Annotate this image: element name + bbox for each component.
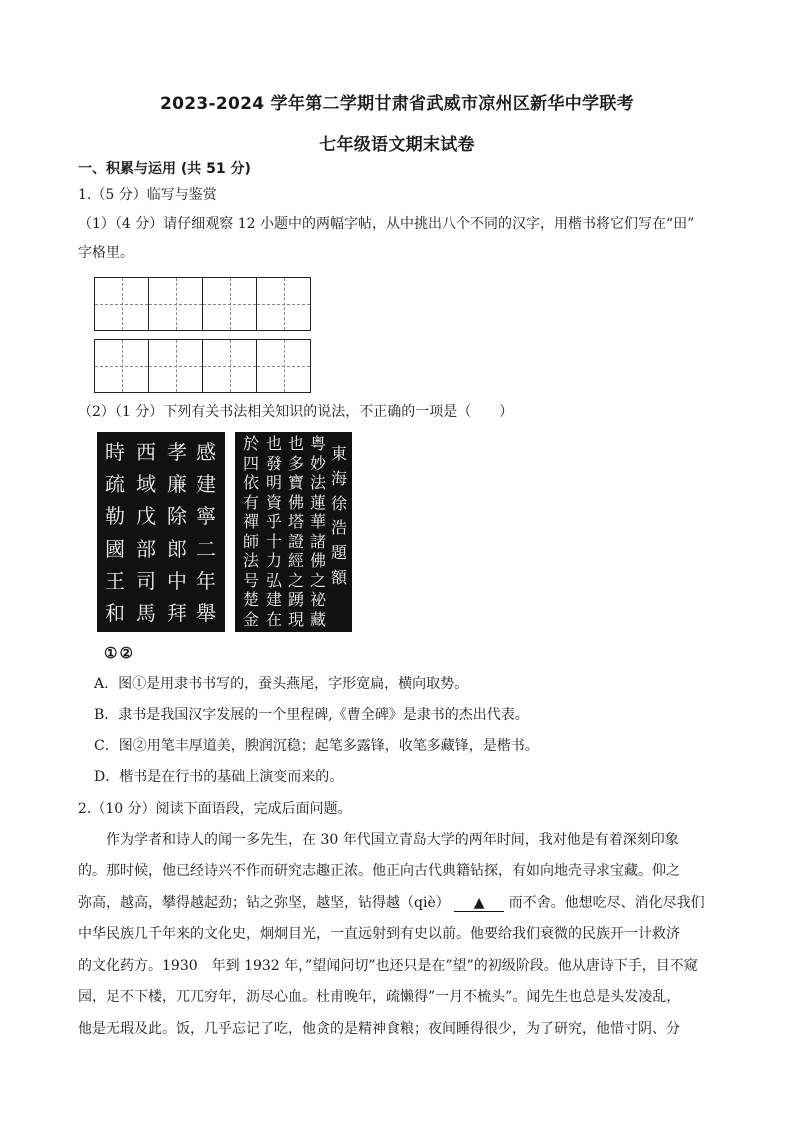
calligraphy-char: 蓮 xyxy=(309,492,326,512)
calligraphy-char: 乎 xyxy=(265,512,282,532)
calligraphy-char: 佛 xyxy=(287,492,304,512)
tianzige-row-1[interactable] xyxy=(94,277,312,331)
option-a[interactable]: A．图①是用隶书书写的，蚕头燕尾，字形宽扁，横向取势。 xyxy=(94,676,469,692)
question-1-sub2: （2）（1 分）下列有关书法相关知识的说法，不正确的一项是（ ） xyxy=(78,404,514,420)
calligraphy-char: 域 xyxy=(136,472,156,497)
calligraphy-char: 妙 xyxy=(309,453,326,473)
calligraphy-char: 明 xyxy=(265,473,282,493)
calligraphy-char: 十 xyxy=(265,531,282,551)
calligraphy-char: 證 xyxy=(287,531,304,551)
option-b[interactable]: B．隶书是我国汉字发展的一个里程碑,《曹全碑》是隶书的杰出代表。 xyxy=(94,707,529,723)
calligraphy-char: 金 xyxy=(242,609,259,629)
calligraphy-char: 二 xyxy=(196,536,216,561)
calligraphy-char: 粤 xyxy=(309,434,326,453)
callig2-col-3 xyxy=(286,436,306,628)
calligraphy-char: 題 xyxy=(330,543,347,563)
calligraphy-char: 時 xyxy=(105,440,125,464)
calligraphy-char: 於 xyxy=(242,434,259,453)
option-d[interactable]: D．楷书是在行书的基础上演变而来的。 xyxy=(94,769,344,785)
blank-mark: ▲ xyxy=(473,895,485,911)
calligraphy-char: 浩 xyxy=(330,518,347,538)
calligraphy-char: 之 xyxy=(287,570,304,590)
calligraphy-char: 和 xyxy=(105,600,125,625)
calligraphy-char: 法 xyxy=(242,551,259,571)
calligraphy-char: 弘 xyxy=(265,570,282,590)
callig2-col-1 xyxy=(329,446,349,586)
calligraphy-char: 現 xyxy=(287,609,304,629)
calligraphy-char: 經 xyxy=(287,551,304,571)
calligraphy-char: 諸 xyxy=(309,531,326,551)
tianzige-cell[interactable] xyxy=(202,339,257,393)
calligraphy-char: 藏 xyxy=(309,609,326,629)
tianzige-cell[interactable] xyxy=(202,277,257,331)
calligraphy-char: 徐 xyxy=(330,493,347,513)
calligraphy-char: 中 xyxy=(167,568,187,593)
calligraphy-char: 勒 xyxy=(105,504,125,529)
tianzige-cell[interactable] xyxy=(94,277,149,331)
calligraphy-char: 也 xyxy=(265,434,282,453)
calligraphy-char: 海 xyxy=(330,468,347,488)
calligraphy-char: 塔 xyxy=(287,512,304,532)
calligraphy-char: 孝 xyxy=(167,440,187,464)
passage-line-3 xyxy=(78,893,705,913)
passage-line-5: 的文化药方。1930 年到 1932 年，”望闻问切”也还只是在”望”的初级阶段。他从唐诗下手，目不窥 xyxy=(78,958,698,974)
tianzige-cell[interactable] xyxy=(256,277,311,331)
tianzige-cell[interactable] xyxy=(148,277,203,331)
callig1-col-3 xyxy=(130,436,162,626)
calligraphy-char: 楚 xyxy=(242,590,259,610)
callig2-col-5 xyxy=(241,436,261,628)
passage-line-7: 他是无瑕及此。饭，几乎忘记了吃，他贪的是精神食粮；夜间睡得很少，为了研究，他惜寸阴、分 xyxy=(78,1021,680,1037)
exam-title-line2: 七年级语文期末试卷 xyxy=(319,135,475,155)
question-1-sub1-line1: （1）（4 分）请仔细观察 12 小题中的两幅字帖，从中挑出八个不同的汉字，用楷书将它们写在“田” xyxy=(78,216,695,232)
calligraphy-char: 王 xyxy=(105,568,125,593)
calligraphy-char: 戊 xyxy=(136,504,156,529)
callig1-col-2 xyxy=(161,436,193,626)
calligraphy-char: 疏 xyxy=(105,472,125,497)
calligraphy-char: 年 xyxy=(196,568,216,593)
calligraphy-char: 華 xyxy=(309,512,326,532)
exam-title-line1: 2023-2024 学年第二学期甘肃省武威市凉州区新华中学联考 xyxy=(160,94,634,114)
question-1-sub1-line2: 字格里。 xyxy=(78,245,134,261)
calligraphy-char: 部 xyxy=(136,536,156,561)
passage-line-1: 作为学者和诗人的闻一多先生，在 30 年代国立青岛大学的两年时间，我对他是有着深刻印象 xyxy=(106,832,679,848)
calligraphy-char: 寧 xyxy=(196,504,216,529)
calligraphy-char: 西 xyxy=(136,440,156,464)
calligraphy-char: 舉 xyxy=(196,600,216,625)
calligraphy-char: 也 xyxy=(287,434,304,453)
calligraphy-char: 有 xyxy=(242,492,259,512)
calligraphy-char: 拜 xyxy=(167,600,187,625)
callig1-col-1 xyxy=(190,436,222,626)
figure-labels: ①② xyxy=(104,644,135,662)
passage-line-3-part2: 而不舍。他想吃尽、消化尽我们 xyxy=(508,895,705,911)
calligraphy-char: 廉 xyxy=(167,472,187,497)
calligraphy-figure-2 xyxy=(235,432,352,632)
tianzige-cell[interactable] xyxy=(148,339,203,393)
calligraphy-char: 禪 xyxy=(242,512,259,532)
callig2-col-4 xyxy=(264,436,284,628)
callig1-col-4 xyxy=(99,436,131,626)
tianzige-cell[interactable] xyxy=(256,339,311,393)
calligraphy-char: 踴 xyxy=(287,590,304,610)
section-heading: 一、积累与运用 (共 51 分) xyxy=(78,161,251,177)
calligraphy-char: 建 xyxy=(196,472,216,497)
callig2-col-2 xyxy=(308,436,328,628)
calligraphy-char: 在 xyxy=(265,609,282,629)
calligraphy-char: 國 xyxy=(105,536,125,561)
calligraphy-char: 發 xyxy=(265,453,282,473)
calligraphy-char: 感 xyxy=(196,440,216,464)
calligraphy-char: 祕 xyxy=(309,590,326,610)
passage-line-4: 中华民族几千年来的文化史，炯炯目光，一直远射到有史以前。他要给我们衰微的民族开一计救济 xyxy=(78,926,680,942)
calligraphy-char: 資 xyxy=(265,492,282,512)
calligraphy-char: 之 xyxy=(309,570,326,590)
passage-line-2: 的。那时候，他已经诗兴不作而研究志趣正浓。他正向古代典籍钻探，有如向地壳寻求宝藏。仰之 xyxy=(78,863,680,879)
calligraphy-char: 佛 xyxy=(309,551,326,571)
tianzige-row-2[interactable] xyxy=(94,339,312,393)
calligraphy-char: 多 xyxy=(287,453,304,473)
calligraphy-char: 法 xyxy=(309,473,326,493)
calligraphy-char: 東 xyxy=(330,444,347,463)
question-2-stem: 2.（10 分）阅读下面语段，完成后面问题。 xyxy=(78,801,352,817)
tianzige-cell[interactable] xyxy=(94,339,149,393)
passage-line-3-part1: 弥高，越高，攀得越起劲；钻之弥坚，越坚，钻得越（qiè） xyxy=(78,895,450,911)
calligraphy-char: 寶 xyxy=(287,473,304,493)
option-c[interactable]: C．图②用笔丰厚道美，腴润沉稳；起笔多露锋，收笔多藏锋，是楷书。 xyxy=(94,738,539,754)
calligraphy-char: 建 xyxy=(265,590,282,610)
calligraphy-char: 依 xyxy=(242,473,259,493)
calligraphy-char: 額 xyxy=(330,567,347,587)
calligraphy-figure-1 xyxy=(97,432,225,632)
calligraphy-char: 除 xyxy=(167,504,187,529)
calligraphy-char: 師 xyxy=(242,531,259,551)
question-1-stem: 1.（5 分）临写与鉴赏 xyxy=(78,187,217,203)
calligraphy-char: 馬 xyxy=(136,600,156,625)
calligraphy-char: 力 xyxy=(265,551,282,571)
calligraphy-char: 司 xyxy=(136,568,156,593)
calligraphy-char: 号 xyxy=(242,570,259,590)
calligraphy-char: 四 xyxy=(242,453,259,473)
calligraphy-char: 郎 xyxy=(167,536,187,561)
answer-blank[interactable] xyxy=(454,895,504,912)
passage-line-6: 园，足不下楼，兀兀穷年，沥尽心血。杜甫晚年，疏懒得”一月不梳头”。闻先生也总是头发凌乱， xyxy=(78,989,681,1005)
